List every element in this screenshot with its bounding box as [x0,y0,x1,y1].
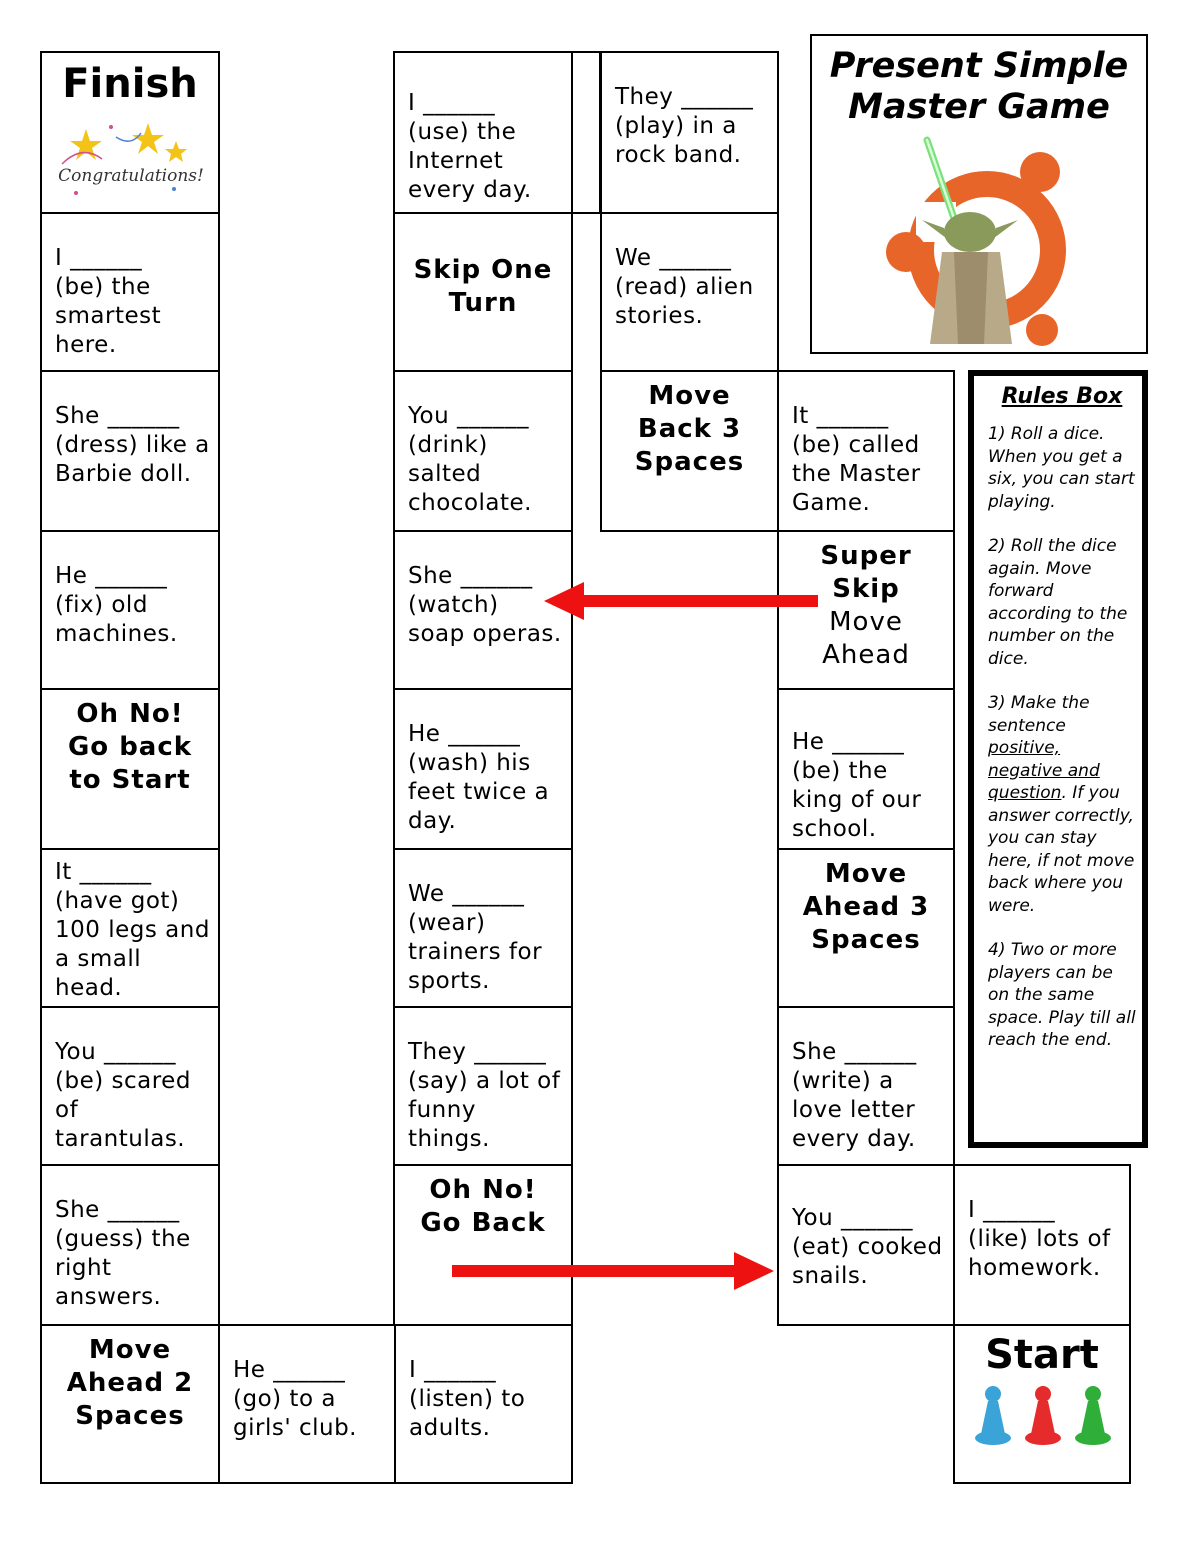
rule-3-underlined: positive, negative and question [988,738,1100,803]
pawns-icon [971,1384,1117,1450]
square-c2r9: He ______ (go) to a girls' club. [218,1324,396,1484]
square-c1r2: I ______ (be) the smartest here. [40,212,220,372]
square-c4r1: They ______ (play) in a rock band. [600,51,779,214]
square-c1r7: You ______ (be) scared of tarantulas. [40,1006,220,1166]
finish-square [40,51,220,214]
rule-4: 4) Two or more players can be on the same space. Play till all reach the end. [988,940,1136,1050]
square-c5r6: Move Ahead 3 Spaces [777,848,955,1008]
rule-3 [988,692,1136,917]
square-c6r8: I ______ (like) lots of homework. [953,1164,1131,1326]
title-box [810,34,1148,354]
arrow-super-skip [540,580,825,622]
game-title: Present Simple Master Game [829,46,1129,127]
rule-3-pre: 3) Make the sentence [988,693,1090,736]
square-c5r3: It ______ (be) called the Master Game. [777,370,955,532]
square-c4r2: We ______ (read) alien stories. [600,212,779,372]
square-c3r3: You ______ (drink) salted chocolate. [393,370,573,532]
square-c3r7: They ______ (say) a lot of funny things. [393,1006,573,1166]
rule-1: 1) Roll a dice. When you get a six, you can start playing. [988,424,1135,512]
rule-3-post: . If you answer correctly, you can stay here, if not move back where you were. [988,783,1135,916]
square-c1r3: She ______ (dress) like a Barbie doll. [40,370,220,532]
congratulations-text: Congratulations! [58,166,204,186]
rules-heading: Rules Box [1001,384,1123,409]
rules-box [968,370,1148,1148]
square-c3r4: She ______ (watch) soap operas. [393,530,573,690]
square-c3r5: He ______ (wash) his feet twice a day. [393,688,573,850]
connector-strip [571,51,602,214]
square-c5r7: She ______ (write) a love letter every day. [777,1006,955,1166]
start-label: Start [985,1332,1099,1378]
square-c3r9: I ______ (listen) to adults. [394,1324,573,1484]
square-c3r1: I ______ (use) the Internet every day. [393,51,573,214]
arrow-go-back [448,1250,778,1292]
congratulations-icon [56,119,206,207]
square-c1r9: Move Ahead 2 Spaces [40,1324,220,1484]
blue-pawn-icon [975,1386,1011,1445]
square-c1r6: It ______ (have got) 100 legs and a small head. [40,848,220,1008]
start-square [953,1324,1131,1484]
yoda-ubuntu-icon [872,132,1092,347]
square-c3r6: We ______ (wear) trainers for sports. [393,848,573,1008]
rule-2: 2) Roll the dice again. Move forward according to the number on the dice. [988,536,1128,669]
red-pawn-icon [1025,1386,1061,1445]
move-ahead-label: Move Ahead [822,607,910,670]
square-c3r2: Skip One Turn [393,212,573,372]
square-c3r8: Oh No! Go Back [393,1164,573,1326]
super-skip-label: Super Skip [820,541,912,604]
finish-label: Finish [62,61,198,107]
green-pawn-icon [1075,1386,1111,1445]
square-c1r4: He ______ (fix) old machines. [40,530,220,690]
square-c4r3: Move Back 3 Spaces [600,370,779,532]
square-c5r8: You ______ (eat) cooked snails. [777,1164,955,1326]
square-c1r5: Oh No! Go back to Start [40,688,220,850]
square-c1r8: She ______ (guess) the right answers. [40,1164,220,1326]
square-c5r5: He ______ (be) the king of our school. [777,688,955,850]
